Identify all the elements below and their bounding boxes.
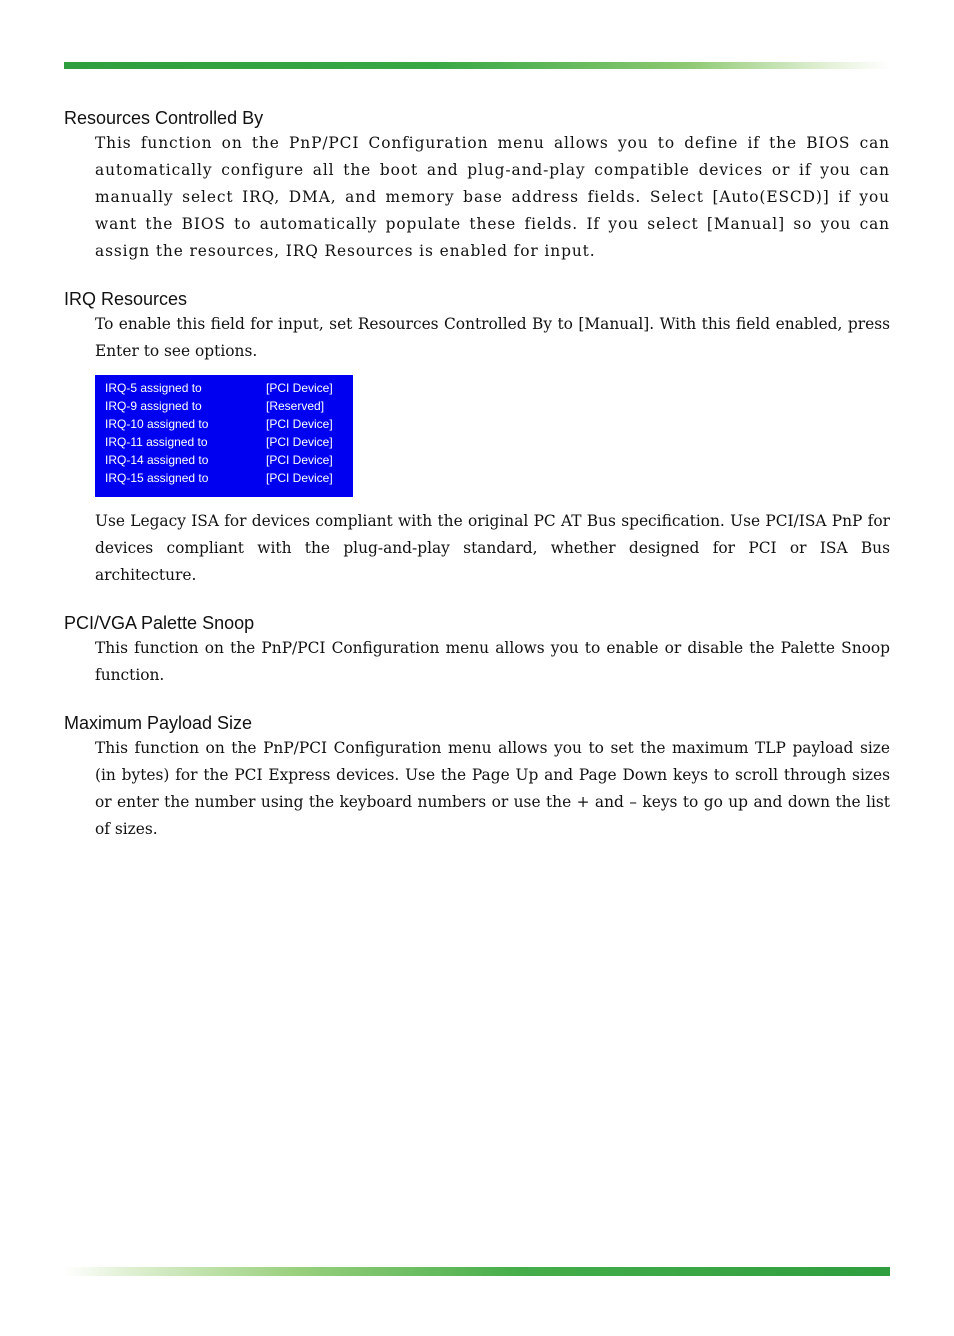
bios-row [105,415,353,433]
section-heading: PCI/VGA Palette Snoop [64,613,255,633]
bios-row-label: IRQ-9 assigned to [105,399,202,413]
section-heading: Resources Controlled By [64,108,264,128]
section-heading: Maximum Payload Size [64,713,253,733]
section-body: This function on the PnP/PCI Configuration menu allows you to set the maximum TLP payload size (in bytes) for the PCI Express devices. Use the Page Up and Page Down keys to scroll through sizes or enter the number using the keyboard numbers or use the + and – keys to go up and down the list of sizes. [95,739,890,838]
section-body: This function on the PnP/PCI Configuration menu allows you to define if the BIOS can automatically configure all the boot and plug-and-play compatible devices or if you can manually select IRQ, DMA, and memory base address fields. Select [Auto(ESCD)] if you want the BIOS to automatically populate these fields. If you select [Manual] so you can assign the resources, IRQ Resources is enabled for input. [95,134,890,260]
bios-row-label: IRQ-10 assigned to [105,417,209,431]
bios-row [105,379,353,397]
bios-row-label: IRQ-5 assigned to [105,381,202,395]
bios-row [105,397,353,415]
bios-irq-screen [95,375,353,497]
bios-row-value: [PCI Device] [266,417,333,431]
bios-row [105,469,353,487]
bios-row-label: IRQ-11 assigned to [105,435,208,449]
bios-row-value: [PCI Device] [266,453,333,467]
page-content [64,106,890,843]
bios-row [105,433,353,451]
bios-row [105,451,353,469]
section-resources-controlled-by [64,106,890,265]
section-palette-snoop [64,611,890,689]
section-irq-resources [64,287,890,589]
section-body: To enable this field for input, set Resources Controlled By to [Manual]. With this field enabled, press Enter to see options. [95,315,890,360]
bios-row-value: [Reserved] [266,399,325,413]
section-body: This function on the PnP/PCI Configuration menu allows you to enable or disable the Palette Snoop function. [95,639,890,684]
section-body-continued: Use Legacy ISA for devices compliant with the original PC AT Bus specification. Use PCI/ISA PnP for devices compliant with the plug-and-play standard, whether designed for PCI or ISA Bus architecture. [95,512,890,584]
footer-decorative-bar [64,1267,890,1276]
bios-row-label: IRQ-15 assigned to [105,471,209,485]
bios-row-label: IRQ-14 assigned to [105,453,209,467]
bios-row-value: [PCI Device] [266,435,333,449]
header-decorative-bar [64,62,890,69]
section-maximum-payload-size [64,711,890,843]
bios-row-value: [PCI Device] [266,471,333,485]
section-heading: IRQ Resources [64,289,188,309]
bios-row-value: [PCI Device] [266,381,333,395]
